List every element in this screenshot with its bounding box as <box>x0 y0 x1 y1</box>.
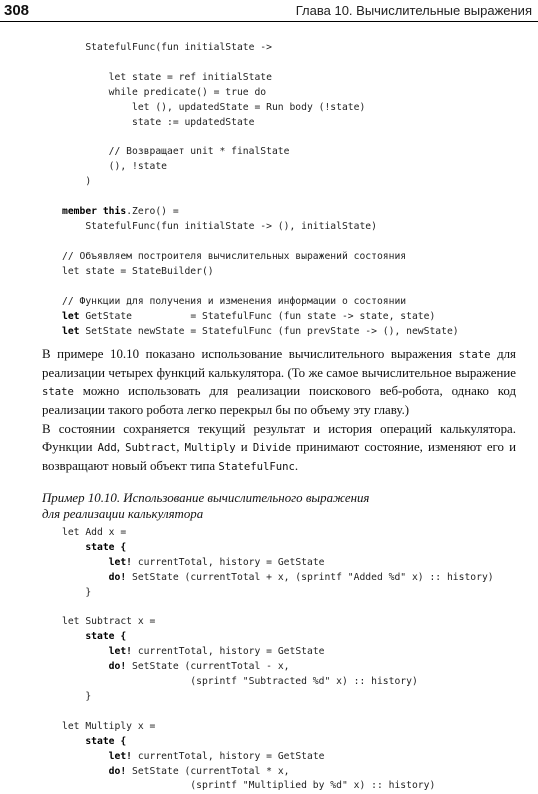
page-header <box>0 0 538 22</box>
code-line: state := updatedState <box>62 116 255 128</box>
code-line: // Возвращает unit * finalState <box>62 146 290 158</box>
code-line: while predicate() = true do <box>62 86 267 98</box>
code-line: state { <box>85 631 127 643</box>
code-line: // Объявляем построителя вычислительных выражений состояния <box>62 251 407 262</box>
code-line: let! currentTotal, history = GetState <box>108 646 325 658</box>
code-line <box>62 190 377 205</box>
code-line: state { <box>85 541 127 553</box>
code-line: member this.Zero() = <box>62 205 179 217</box>
code-line: ) <box>62 176 92 188</box>
code-line: StatefulFunc(fun initialState -> (), initialState) <box>62 220 377 232</box>
code-line: let! currentTotal, history = GetState <box>108 750 325 762</box>
code-line: state { <box>85 735 127 747</box>
page-number: 308 <box>4 2 30 19</box>
code-line <box>62 56 377 71</box>
code-line: (sprintf "Multiplied by %d" x) :: history) <box>62 780 436 792</box>
caption-line-2: для реализации калькулятора <box>42 507 204 521</box>
paragraph-example-intro: В примере 10.10 показано использование вычислительного выражения state для реализации четырех функций калькулятора. (То же самое вычислительное выражение state можно использовать для реализации поискового веб-робота, однако код реализации такого робота легко перекрыл бы по объему эту главу.) <box>42 347 516 417</box>
code-line <box>62 280 459 295</box>
code-line: } <box>62 690 92 702</box>
code-line: let SetState newState = StatefulFunc (fun prevState -> (), newState) <box>62 325 459 337</box>
code-line: do! SetState (currentTotal + x, (sprintf "Added %d" x) :: history) <box>108 571 494 583</box>
code-line: let state = StateBuilder() <box>62 265 214 277</box>
caption-line-1: Пример 10.10. Использование вычислительного выражения <box>42 491 370 505</box>
code-line: let (), updatedState = Run body (!state) <box>62 101 366 113</box>
code-line: let GetState = StatefulFunc (fun state -> state, state) <box>62 310 436 322</box>
code-line: } <box>62 586 92 598</box>
code-line: StatefulFunc(fun initialState -> <box>62 42 272 53</box>
code-line: let state = ref initialState <box>62 71 272 83</box>
code-line: do! SetState (currentTotal * x, <box>108 765 290 777</box>
code-line <box>62 601 494 616</box>
code-block-calculator <box>62 526 494 794</box>
chapter-title: Глава 10. Вычислительные выражения <box>295 3 532 18</box>
code-line: let Add x = <box>62 527 127 538</box>
code-line: // Функции для получения и изменения информации о состоянии <box>62 295 407 307</box>
example-caption <box>42 490 516 522</box>
code-line <box>62 705 494 720</box>
paragraph-state-description: В состоянии сохраняется текущий результат и история операций калькулятора. Функции Add, Subtract, Multiply и Divide принимают состояние, изменяют его и возвращают новый объект типа StatefulFunc. <box>42 422 516 473</box>
code-block-builder-members <box>62 41 377 235</box>
code-line: (), !state <box>62 161 167 173</box>
code-line: let Subtract x = <box>62 616 156 628</box>
code-line <box>62 130 377 145</box>
code-line: do! SetState (currentTotal - x, <box>108 661 290 673</box>
code-line: let Multiply x = <box>62 720 156 732</box>
header-rule <box>0 21 538 22</box>
code-line: let! currentTotal, history = GetState <box>108 556 325 568</box>
code-line: (sprintf "Subtracted %d" x) :: history) <box>62 676 418 688</box>
code-block-state-functions <box>62 250 459 339</box>
